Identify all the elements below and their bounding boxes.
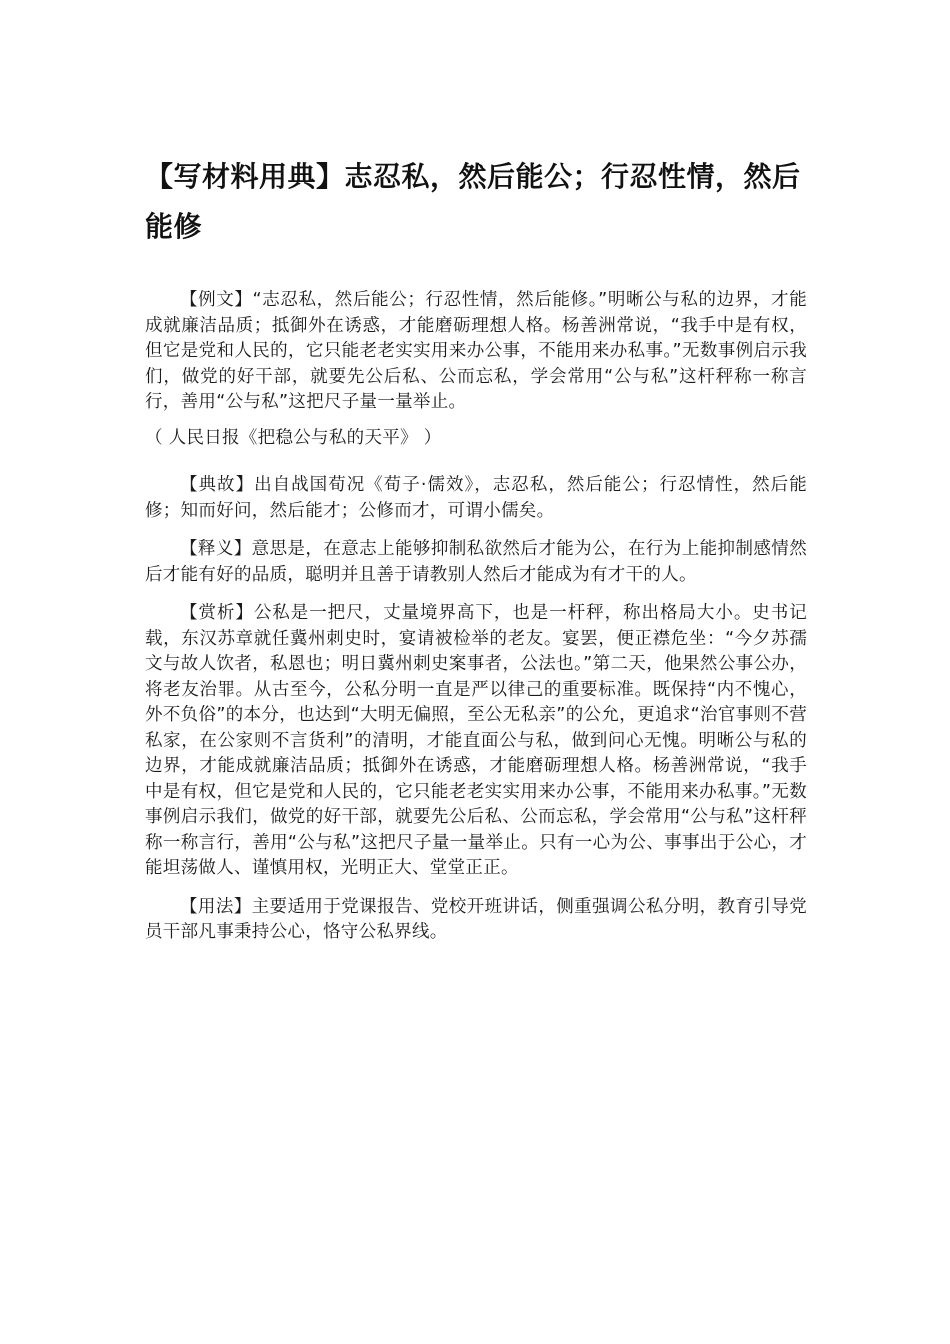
source-citation: （ 人民日报《把稳公与私的天平》 ） (145, 427, 442, 448)
meaning-paragraph: 【释义】意思是，在意志上能够抑制私欲然后才能为公，在行为上能抑制感情然后才能有好的品质，聪明并且善于请教别人然后才能成为有才干的人。 (145, 539, 807, 585)
usage-paragraph: 【用法】主要适用于党课报告、党校开班讲话，侧重强调公私分明，教育引导党员干部凡事秉持公心，恪守公私界线。 (145, 896, 807, 942)
allusion-paragraph: 【典故】出自战国荀况《荀子·儒效》，志忍私，然后能公；行忍情性，然后能修；知而好问，然后能才；公修而才，可谓小儒矣。 (145, 475, 807, 521)
example-paragraph: 【例文】“志忍私，然后能公；行忍性情，然后能修。”明晰公与私的边界，才能成就廉洁品质；抵御外在诱惑，才能磨砺理想人格。杨善洲常说，“我手中是有权，但它是党和人民的，它只能老老实实用来办公事，不能用来办私事。”无数事例启示我们，做党的好干部，就要先公后私、公而忘私，学会常用“公与私”这杆秤称一称言行，善用“公与私”这把尺子量一量举止。 (145, 290, 807, 412)
document-page (145, 152, 807, 946)
analysis-paragraph: 【赏析】公私是一把尺，丈量境界高下，也是一杆秤，称出格局大小。史书记载，东汉苏章就任冀州刺史时，宴请被检举的老友。宴罢，便正襟危坐：“今夕苏孺文与故人饮者，私恩也；明日冀州刺史案事者，公法也。”第二天，他果然公事公办，将老友治罪。从古至今，公私分明一直是严以律己的重要标准。既保持“内不愧心，外不负俗”的本分，也达到“大明无偏照，至公无私亲”的公允，更追求“治官事则不营私家，在公家则不言货利”的清明，才能直面公与私，做到问心无愧。明晰公与私的边界，才能成就廉洁品质；抵御外在诱惑，才能磨砺理想人格。杨善洲常说，“我手中是有权，但它是党和人民的，它只能老老实实用来办公事，不能用来办私事。”无数事例启示我们，做党的好干部，就要先公后私、公而忘私，学会常用“公与私”这杆秤称一称言行，善用“公与私”这把尺子量一量举止。只有一心为公、事事出于公心，才能坦荡做人、谨慎用权，光明正大、堂堂正正。 (145, 603, 807, 878)
document-title: 【写材料用典】志忍私，然后能公；行忍性情，然后能修 (145, 160, 801, 243)
